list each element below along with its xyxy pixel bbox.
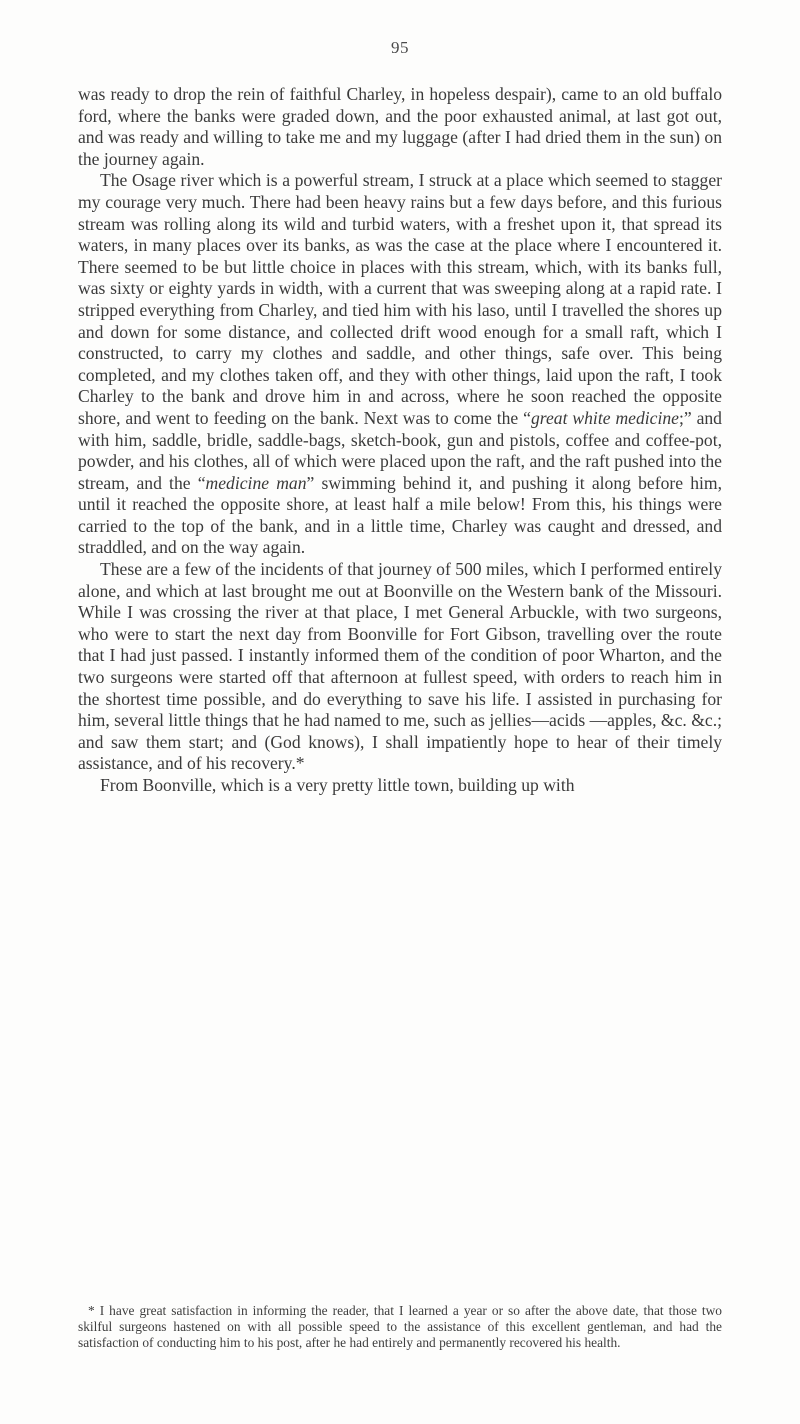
page-number: 95 (391, 38, 409, 57)
text-run: ” swimming behind it, and pushing it along before him, until it reached the opposite shore, at least half a mile below! From this, his things were carried to the top of the bank, and in a little time, Charley was caught and dressed, and straddled, and on the way again. (78, 472, 722, 558)
paragraph (78, 170, 722, 559)
body-text (78, 84, 722, 797)
paragraph (78, 84, 722, 170)
text-run: ;” and with him, saddle, bridle, saddle-bags, sketch-book, gun and pistols, coffee and coffee-pot, powder, and his clothes, all of which were placed upon the raft, and the raft pushed into the stream, and the “ (78, 407, 722, 493)
footnote-section (78, 1303, 722, 1352)
italic-text: great white medicine (530, 407, 679, 428)
italic-text: medicine man (205, 472, 307, 493)
text-run: These are a few of the incidents of that journey of 500 miles, which I performed entirely alone, and which at last brought me out at Boonville on the Western bank of the Missouri. While I was crossing the river at that place, I met General Arbuckle, with two surgeons, who were to start the next day from Boonville for Fort Gibson, travelling over the route that I had just passed. I instantly informed them of the condition of poor Wharton, and the two surgeons were started off that afternoon at fullest speed, with orders to reach him in the shortest time possible, and do everything to save his life. I assisted in purchasing for him, several little things that he had named to me, such as jellies—acids —apples, &c. &c.; and saw them start; and (God knows), I shall impatiently hope to hear of their timely assistance, and of his recovery.* (78, 559, 722, 774)
text-run: From Boonville, which is a very pretty little town, building up with (100, 775, 575, 795)
text-run: The Osage river which is a powerful stream, I struck at a place which seemed to stagger my courage very much. There had been heavy rains but a few days before, and this furious stream was rolling along its wild and turbid waters, with a freshet upon it, that spread its waters, in many places over its banks, as was the case at the place where I encountered it. There seemed to be but little choice in places with this stream, which, with its banks full, was sixty or eighty yards in width, with a current that was sweeping along at a rapid rate. I stripped everything from Charley, and tied him with his laso, until I travelled the shores up and down for some distance, and collected drift wood enough for a small raft, which I constructed, to carry my clothes and saddle, and other things, safe over. This being completed, and my clothes taken off, and they with other things, laid upon the raft, I took Charley to the bank and drove him in and across, where he soon reached the opposite shore, and went to feeding on the bank. Next was to come the “ (78, 170, 722, 428)
footnote: * I have great satisfaction in informing the reader, that I learned a year or so after the above date, that those two skilful surgeons hastened on with all possible speed to the assistance of this excellent gentleman, and had the satisfaction of conducting him to his post, after he had entirely and permanently recovered his health. (78, 1303, 722, 1351)
text-run: was ready to drop the rein of faithful Charley, in hopeless despair), came to an old buffalo ford, where the banks were graded down, and the poor exhausted animal, at last got out, and was ready and willing to take me and my luggage (after I had dried them in the sun) on the journey again. (78, 84, 722, 169)
paragraph (78, 559, 722, 775)
paragraph (78, 775, 722, 797)
